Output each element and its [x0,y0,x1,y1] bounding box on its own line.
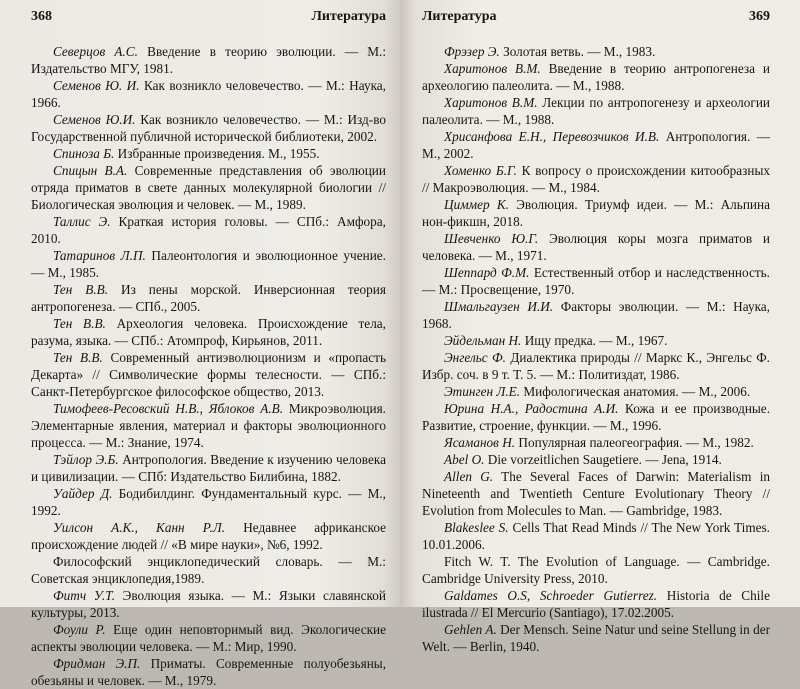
entry-author: Энгельс Ф. [444,350,506,365]
bibliography-entry [422,196,770,230]
bibliography-entry [31,77,386,111]
entry-author: Шеппард Ф.М. [444,265,530,280]
entry-text: Cells That Read Minds // The New York Times. 10.01.2006. [422,520,770,552]
bibliography-entry [31,145,386,162]
entry-text: Недавнее африканское происхождение людей // «В мире науки», №6, 1992. [31,520,386,552]
entry-author: Тэйлор Э.Б. [53,452,119,467]
bibliography-entry [422,383,770,400]
entry-text: Палеонтология и эволюционное учение. — М., 1985. [31,248,386,280]
bibliography-entry [31,519,386,553]
bibliography-entry [422,128,770,162]
entry-text: Historia de Chile ilustrada // El Mercurio (Santiago), 17.02.2005. [422,588,770,620]
bibliography-entry [422,434,770,451]
entry-author: Фрэзер Э. [444,44,500,59]
entry-text: Популярная палеогеография. — М., 1982. [515,435,754,450]
bibliography-entry [422,519,770,553]
entry-text: The Several Faces of Darwin: Materialism in Nineteenth and Twentieth Centure Evolutionary Theory // Evolution from Molecules to Man. — Gambridge, 1983. [422,469,771,518]
entry-author: Харитонов В.М. [444,95,538,110]
entry-author: Юрина Н.А., Радостина А.И. [444,401,619,416]
bibliography-entry [31,43,386,77]
bibliography-entry [31,451,386,485]
right-page [400,0,800,654]
entry-author: Шмальгаузен И.И. [444,299,554,314]
entry-text: Лекции по антропогенезу и археологии палеолита. — М., 1988. [422,95,770,127]
bibliography-entry [31,349,386,400]
entry-author: Тен В.В. [53,316,106,331]
entry-text: Антропология. — М., 2002. [422,129,770,161]
bibliography-entry [31,247,386,281]
bibliography-entry [31,485,386,519]
entry-text: Die vorzeitlichen Saugetiere. — Jena, 1914. [484,452,722,467]
entry-text: Золотая ветвь. — М., 1983. [499,44,656,59]
running-head: Литература [311,9,386,24]
entry-text: Как возникло человечество. — М.: Изд-во Государственной публичной исторической библиотеки, 2002. [31,112,386,144]
entry-author: Циммер К. [444,197,509,212]
entry-text: Краткая история головы. — СПб.: Амфора, 2010. [31,214,386,246]
entry-author: Татаринов Л.П. [53,248,146,263]
entry-text: Еще один неповторимый вид. Экологические аспекты эволюции человека. — М.: Мир, 1990. [31,622,386,654]
entry-author: Шевченко Ю.Г. [444,231,539,246]
entry-author: Спиноза Б. [53,146,115,161]
entry-text: Микроэволюция. Элементарные явления, материал и факторы эволюционного процесса. — М.: Знание, 1974. [31,401,386,450]
entry-text: Факторы эволюции. — М.: Наука, 1968. [422,299,770,331]
entry-text: Естественный отбор и наследственность. — М.: Просвещение, 1970. [422,265,770,297]
entry-author: Харитонов В.М. [444,61,541,76]
bibliography-entry [422,349,770,383]
entry-author: Galdames O.S, Schroeder Gutierrez. [444,588,658,603]
entry-author: Фитч У.Т. [53,588,116,603]
bibliography-entry [422,60,770,94]
left-page-header [31,9,386,33]
bibliography-entry [422,43,770,60]
entry-author: Фридман Э.П. [53,656,141,671]
entry-text: Приматы. Современные полуобезьяны, обезьяны и человек. — М., 1979. [31,656,387,688]
bibliography-entry [31,400,386,451]
entry-author: Таллис Э. [53,214,111,229]
bibliography-entry [31,587,386,621]
entry-text: Диалектика природы // Маркс К., Энгельс Ф. Избр. соч. в 9 т. Т. 5. — М.: Политиздат, 1986. [422,350,770,382]
bibliography-entry [31,213,386,247]
entry-text: Эволюция языка. — М.: Языки славянской культуры, 2013. [31,588,386,620]
entry-text: Антропология. Введение к изучению человека и цивилизации. — СПб: Издательство Билибина, 1882. [31,452,386,484]
bibliography-list [31,43,386,689]
entry-text: Fitch W. T. The Evolution of Language. — Cambridge. Cambridge University Press, 2010. [422,554,770,586]
entry-author: Семенов Ю. И. [53,78,140,93]
entry-author: Blakeslee S. [444,520,509,535]
entry-text: Кожа и ее производные. Развитие, строение, функции. — М., 1996. [422,401,771,433]
bibliography-entry [422,468,770,519]
entry-author: Фоули Р. [53,622,106,637]
entry-text: Избранные произведения. М., 1955. [114,146,320,161]
bibliography-entry [422,587,770,621]
entry-author: Gehlen A. [444,622,497,637]
entry-text: К вопросу о происхождении китообразных // Макроэволюция. — М., 1984. [422,163,770,195]
bibliography-entry [422,264,770,298]
entry-author: Ясаманов Н. [444,435,516,450]
bibliography-entry [422,94,770,128]
entry-text: Эволюция коры мозга приматов и человека. — М., 1971. [422,231,770,263]
entry-text: Современный антиэволюционизм и «пропасть Декарта» // Символические формы телесности. — СПб.: Санкт-Петербургское философское общество, 2013. [31,350,386,399]
left-page [0,0,400,688]
bibliography-entry [31,621,386,655]
entry-author: Семенов Ю.И. [53,112,136,127]
bibliography-entry [422,553,770,587]
entry-author: Abel O. [444,452,485,467]
entry-text: Введение в теорию антропогенеза и археологию палеолита. — М., 1988. [422,61,770,93]
bibliography-entry [31,111,386,145]
page-number: 368 [31,9,52,24]
entry-text: Бодибилдинг. Фундаментальный курс. — М., 1992. [31,486,386,518]
entry-author: Этинген Л.Е. [444,384,521,399]
bibliography-entry [422,400,770,434]
bibliography-entry [422,298,770,332]
bibliography-list [422,43,770,655]
entry-author: Тен В.В. [53,282,109,297]
bibliography-entry [422,162,770,196]
entry-author: Allen G. [444,469,494,484]
entry-author: Эйдельман Н. [444,333,522,348]
entry-author: Хоменко Б.Г. [444,163,517,178]
bibliography-entry [31,162,386,213]
running-head: Литература [422,9,497,24]
page-number: 369 [749,9,770,24]
right-page-header [422,9,770,33]
entry-author: Хрисанфова Е.Н., Перевозчиков И.В. [444,129,660,144]
entry-text: Современные представления об эволюции отряда приматов в свете данных молекулярной биологии // Биологическая эволюция и человек. — М., 1989. [31,163,386,212]
entry-author: Тимофеев-Ресовский Н.В., Яблоков А.В. [53,401,284,416]
entry-text: Мифологическая анатомия. — М., 2006. [520,384,751,399]
entry-author: Спицын В.А. [53,163,128,178]
bibliography-entry [31,315,386,349]
entry-text: Ищу предка. — М., 1967. [521,333,668,348]
entry-text: Эволюция. Триумф идеи. — М.: Альпина нон-фикшн, 2018. [422,197,770,229]
bibliography-entry [422,451,770,468]
bibliography-entry [422,230,770,264]
bibliography-entry [31,553,386,587]
entry-text: Философский энциклопедический словарь. — М.: Советская энциклопедия,1989. [31,554,386,586]
bibliography-entry [422,332,770,349]
entry-author: Северцов А.С. [53,44,138,59]
entry-author: Тен В.В. [53,350,103,365]
entry-text: Из пены морской. Инверсионная теория антропогенеза. — СПб., 2005. [31,282,386,314]
bibliography-entry [31,655,386,689]
entry-text: Der Mensch. Seine Natur und seine Stellung in der Welt. — Berlin, 1940. [422,622,770,654]
entry-text: Как возникло человечество. — М.: Наука, 1966. [31,78,386,110]
entry-text: Введение в теорию эволюции. — М.: Издательство МГУ, 1981. [31,44,386,76]
entry-text: Археология человека. Происхождение тела, разума, языка. — СПб.: Атомпроф, Кирьянов, 2011. [31,316,386,348]
bibliography-entry [422,621,770,655]
entry-author: Уайдер Д. [53,486,113,501]
bibliography-entry [31,281,386,315]
entry-author: Уилсон А.К., Канн Р.Л. [53,520,226,535]
